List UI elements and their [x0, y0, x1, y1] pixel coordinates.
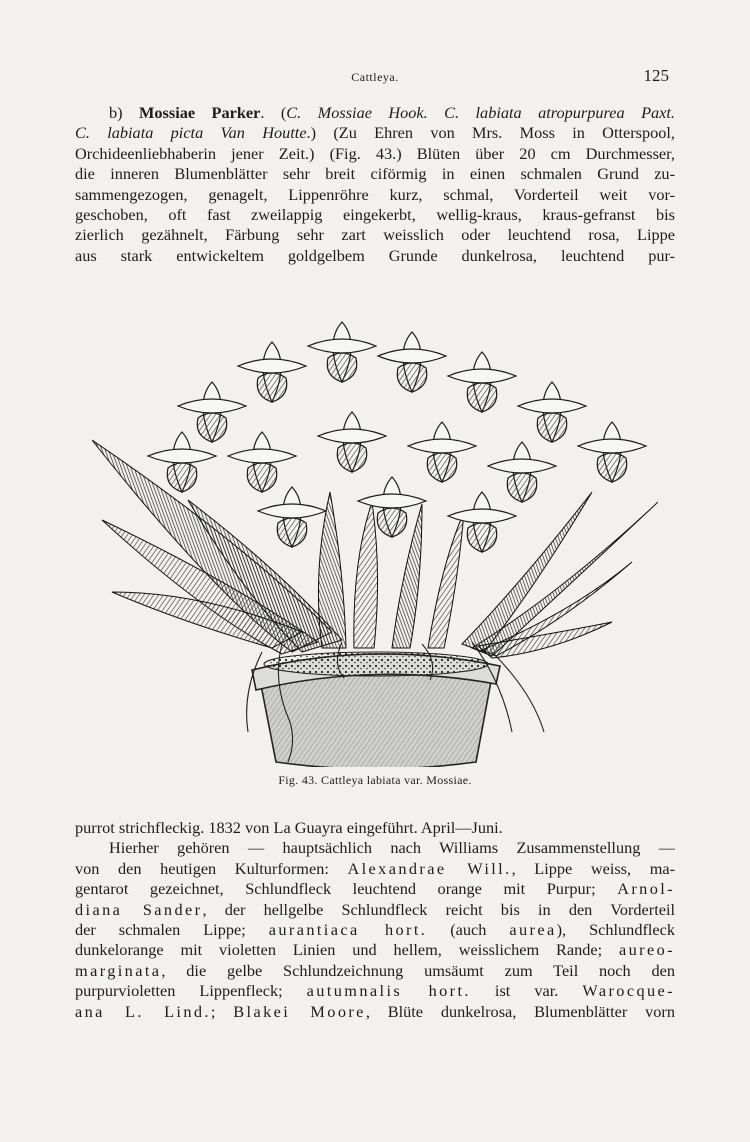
text-span: ), Schlundfleck: [556, 920, 675, 940]
variety-name: diana Sander: [75, 899, 203, 919]
text-line: zierlich gezähnelt, Färbung sehr zart weisslich oder leuchtend rosa, Lippe: [75, 225, 675, 245]
variety-name: autumnalis hort.: [306, 981, 471, 1001]
text-line: [75, 961, 675, 981]
text-line: [75, 879, 675, 899]
variety-name: aurantiaca hort.: [268, 920, 428, 940]
text-span: , die gelbe Schlundzeichnung umsäumt zum Teil noch den: [161, 960, 675, 980]
text-span: . (: [260, 103, 287, 122]
text-line: [75, 103, 675, 123]
species-name: Mossiae Parker: [139, 103, 261, 122]
text-line: [75, 981, 675, 1001]
flower-pot: [252, 652, 500, 767]
text-line: Orchideenliebhaberin jener Zeit.) (Fig. 43.) Blüten über 20 cm Durchmesser,: [75, 143, 675, 163]
variety-name: aurea: [509, 920, 557, 940]
variety-name: Arnol-: [617, 879, 675, 899]
text-span: , Lippe weiss, ma-: [511, 858, 675, 878]
text-span: (auch: [427, 920, 510, 940]
variety-name: marginata: [75, 960, 162, 980]
text-line: [75, 940, 675, 960]
figure-caption: Fig. 43. Cattleya labiata var. Mossiae.: [278, 773, 472, 787]
text-span: ;: [210, 1001, 234, 1021]
text-span: gentarot gezeichnet, Schlundfleck leuchtend orange mit Purpur;: [75, 879, 618, 899]
text-span: von den heutigen Kulturformen:: [75, 858, 348, 878]
synonym-text: C. labiata picta Van Houtte: [75, 123, 307, 143]
text-line: die inneren Blumenblätter sehr breit ciförmig in einen schmalen Grund zu-: [75, 164, 675, 184]
orchid-engraving: [92, 292, 658, 767]
text-line: sammengezogen, genagelt, Lippenröhre kurz, schmal, Vorderteil weit vor-: [75, 184, 675, 204]
page-header: [75, 66, 675, 90]
text-span: .) (Zu Ehren von Mrs. Moss in Otterspool,: [306, 123, 675, 143]
text-line: aus stark entwickeltem goldgelbem Grunde dunkelrosa, leuchtend pur-: [75, 245, 675, 265]
text-span: dunkelorange mit violetten Linien und hellem, weisslichem Rande;: [75, 940, 620, 960]
bottom-paragraph: [75, 818, 675, 1022]
text-line: Hierher gehören — hauptsächlich nach Williams Zusammenstellung —: [109, 838, 675, 858]
text-line: [75, 900, 675, 920]
text-line: [75, 859, 675, 879]
running-title: Cattleya.: [351, 70, 399, 84]
text-span: b): [109, 103, 140, 122]
text-span: purpurvioletten Lippenfleck;: [75, 981, 307, 1001]
text-span: , Blüte dunkelrosa, Blumenblätter vorn: [365, 1001, 675, 1021]
orchid-illustration: [92, 292, 658, 767]
variety-name: Alexandrae Will.: [347, 858, 512, 878]
text-span: der schmalen Lippe;: [75, 920, 269, 940]
text-span: , der hellgelbe Schlundfleck reicht bis in den Vorderteil: [202, 899, 675, 919]
variety-name: Blakei Moore: [233, 1001, 366, 1021]
text-line: [75, 1002, 675, 1022]
page-number: 125: [643, 66, 669, 85]
text-line: [75, 920, 675, 940]
variety-name: Warocque-: [582, 981, 675, 1001]
top-paragraph: [75, 103, 675, 266]
text-span: ist var.: [470, 981, 583, 1001]
synonym-text: C. Mossiae Hook. C. labiata atropurpurea Paxt.: [286, 103, 675, 122]
text-line: [75, 123, 675, 143]
variety-name: aureo-: [619, 940, 675, 960]
text-line: purrot strichfleckig. 1832 von La Guayra eingeführt. April—Juni.: [75, 818, 503, 837]
variety-name: ana L. Lind.: [75, 1001, 211, 1021]
text-line: geschoben, oft fast zweilappig eingekerbt, wellig-kraus, kraus-gefranst bis: [75, 205, 675, 225]
